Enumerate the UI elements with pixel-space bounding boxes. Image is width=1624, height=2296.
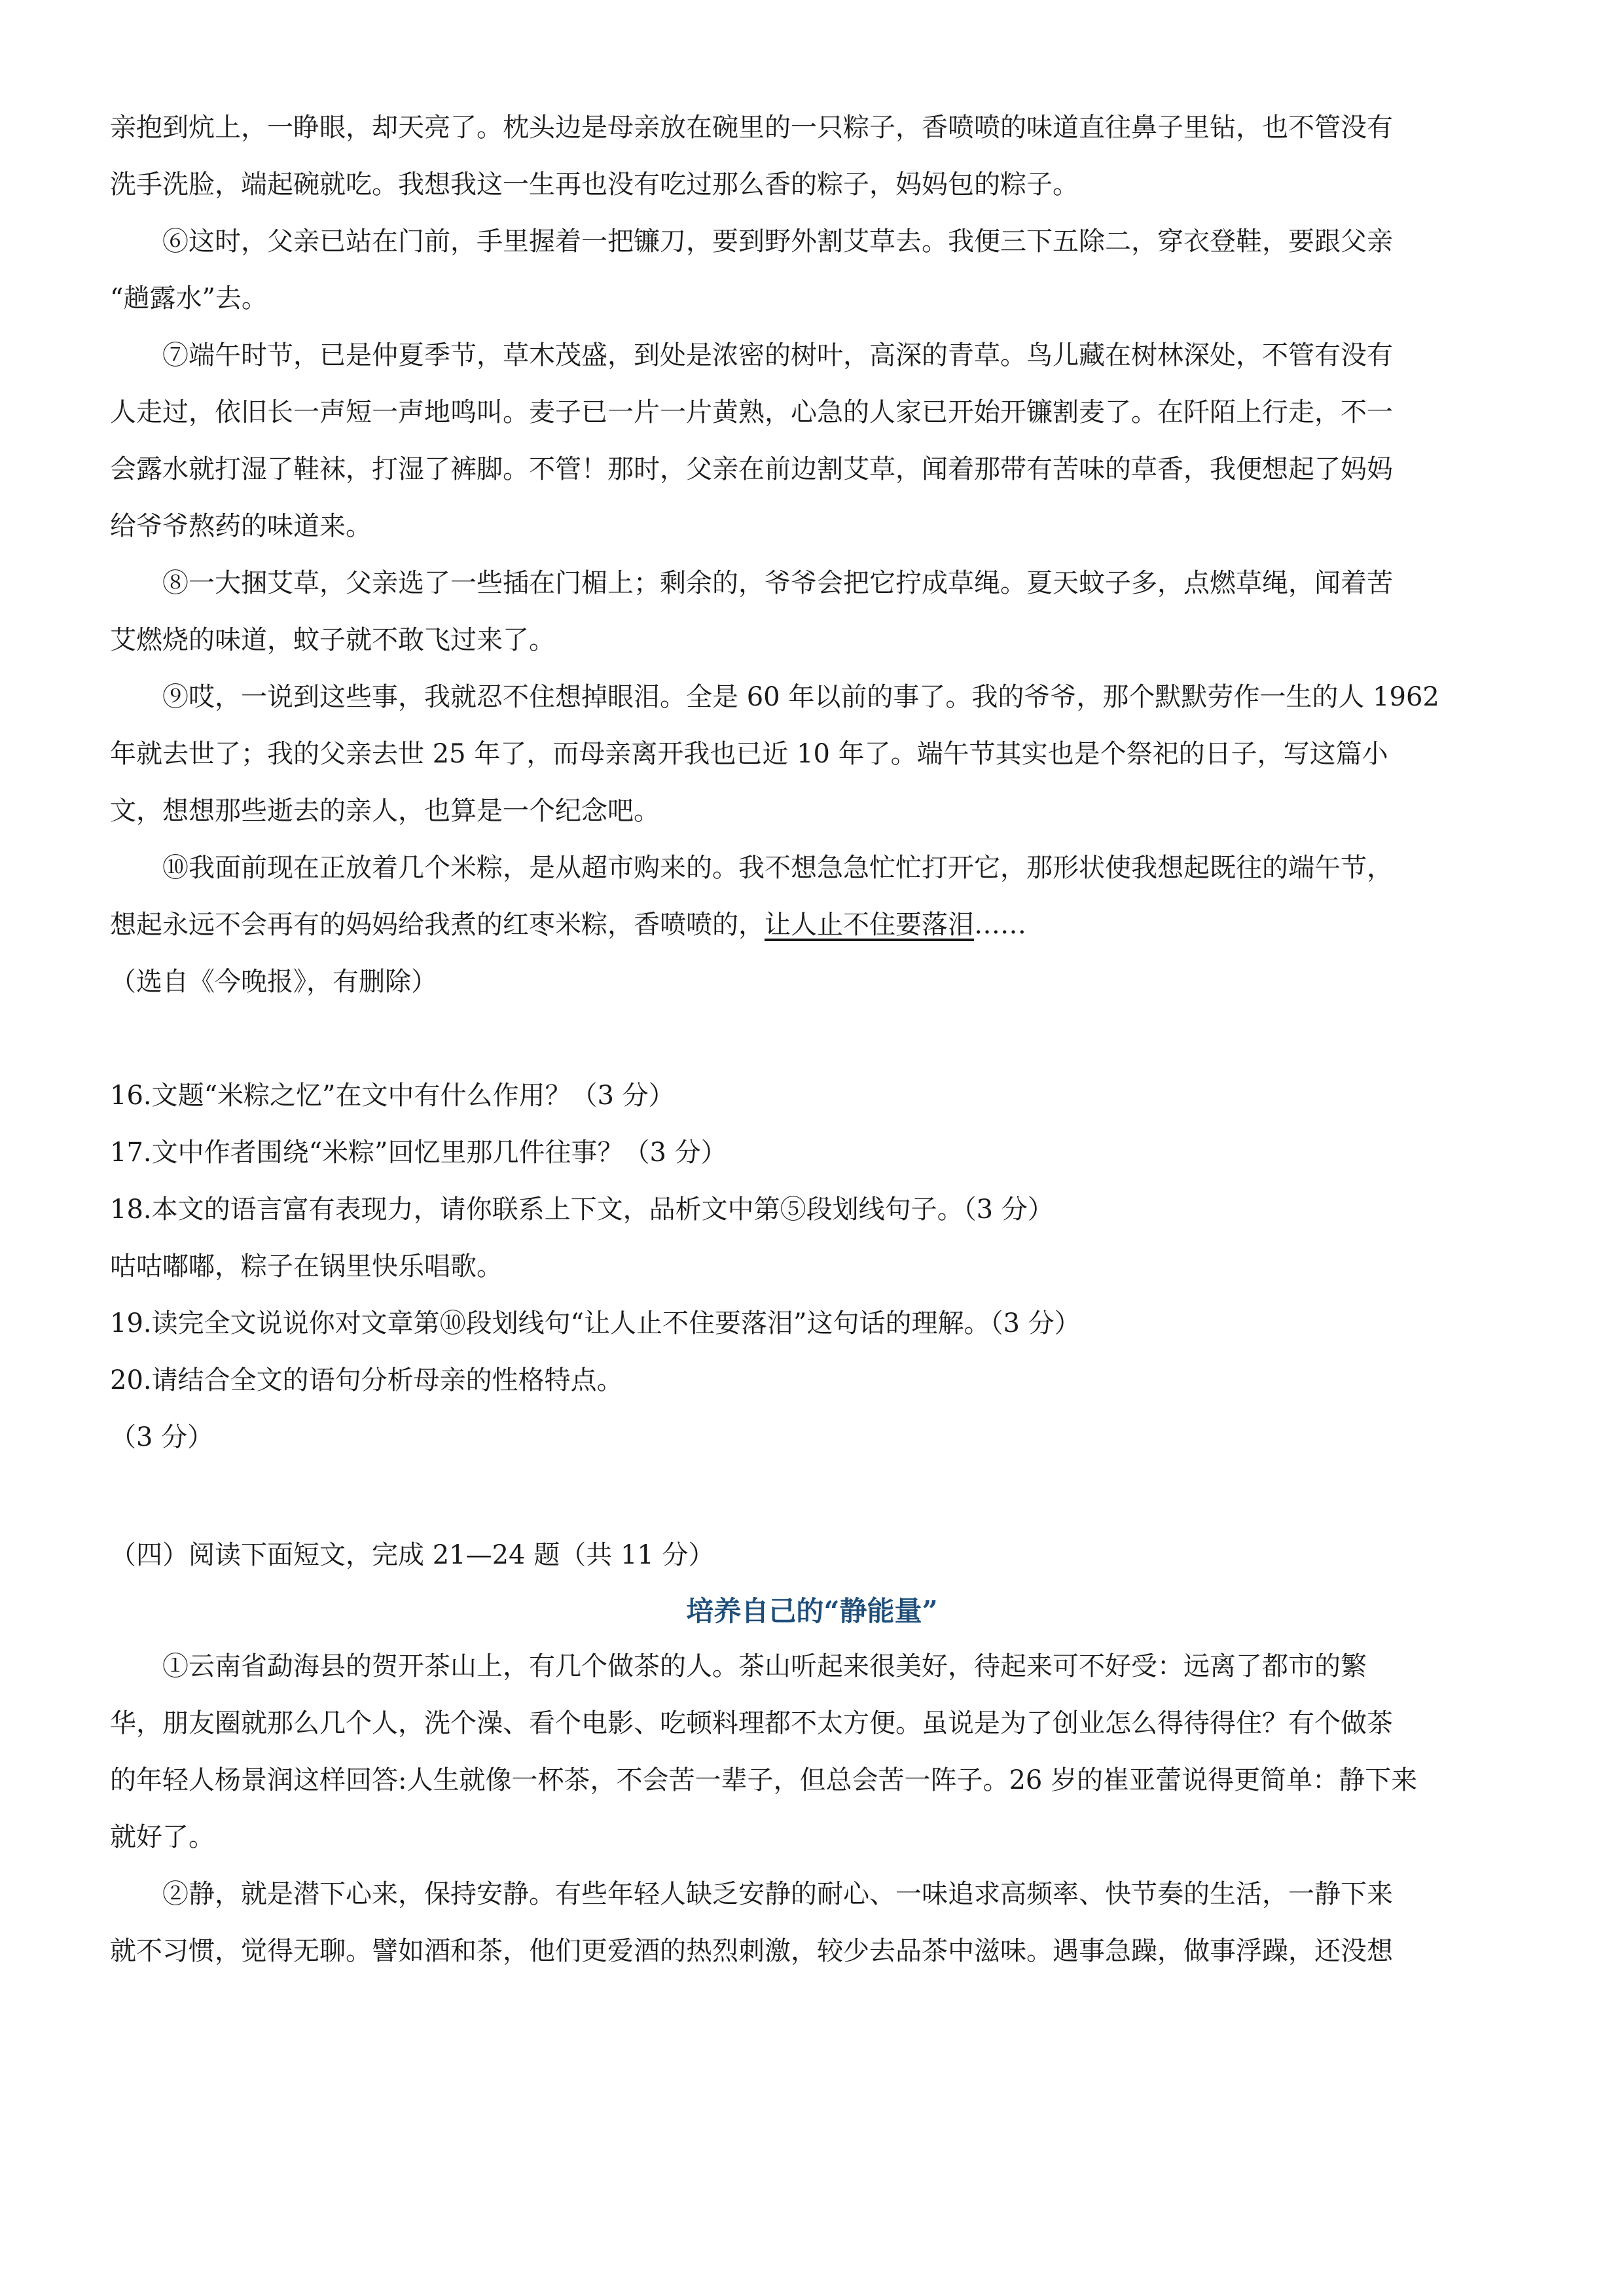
article-paragraph-1 [110, 1638, 1537, 1866]
text-line: ⑦端午时节，已是仲夏季节，草木茂盛，到处是浓密的树叶，高深的青草。鸟儿藏在树林深处，不管有没有 [162, 340, 1393, 370]
story-paragraph-10 [110, 840, 1537, 954]
text-line [110, 897, 1537, 954]
text-line: ⑩我面前现在正放着几个米粽，是从超市购来的。我不想急急忙忙打开它，那形状使我想起既往的端午节， [162, 853, 1393, 883]
text-line: 洗手洗脸，端起碗就吃。我想我这一生再也没有吃过那么香的粽子，妈妈包的粽子。 [110, 170, 1079, 200]
text-segment: 想起永远不会再有的妈妈给我煮的红枣米粽，香喷喷的， [110, 910, 765, 940]
text-line: 会露水就打湿了鞋袜，打湿了裤脚。不管！那时，父亲在前边割艾草，闻着那带有苦味的草香，我便想起了妈妈 [110, 454, 1393, 484]
text-line: ⑥这时，父亲已站在门前，手里握着一把镰刀，要到野外割艾草去。我便三下五除二，穿衣登鞋，要跟父亲 [162, 226, 1393, 257]
article-title: 培养自己的“静能量” [686, 1595, 938, 1627]
question-19: 19.读完全文说说你对文章第⑩段划线句“让人止不住要落泪”这句话的理解。（3 分） [110, 1308, 1081, 1338]
story-paragraph-6 [110, 213, 1537, 327]
text-line: “趟露水”去。 [110, 283, 268, 314]
text-line: ⑧一大捆艾草，父亲选了一些插在门楣上；剩余的，爷爷会把它拧成草绳。夏天蚊子多，点燃草绳，闻着苦 [162, 568, 1393, 598]
story-paragraph-5-tail [110, 99, 1537, 213]
question-18-sentence: 咕咕嘟嘟，粽子在锅里快乐唱歌。 [110, 1251, 503, 1282]
story-paragraph-7 [110, 327, 1537, 555]
text-line: 就不习惯，觉得无聊。譬如酒和茶，他们更爱酒的热烈刺激，较少去品茶中滋味。遇事急躁，做事浮躁，还没想 [110, 1936, 1393, 1966]
text-line: 文，想想那些逝去的亲人，也算是一个纪念吧。 [110, 796, 660, 826]
article-paragraph-2 [110, 1866, 1537, 1980]
text-line: ⑨哎，一说到这些事，我就忍不住想掉眼泪。全是 60 年以前的事了。我的爷爷，那个默默劳作一生的人 1962 [162, 682, 1439, 712]
text-segment: …… [974, 910, 1026, 940]
question-16: 16.文题“米粽之忆”在文中有什么作用？（3 分） [110, 1081, 675, 1111]
underlined-sentence: 让人止不住要落泪 [765, 910, 974, 940]
question-18: 18.本文的语言富有表现力，请你联系上下文，品析文中第⑤段划线句子。（3 分） [110, 1194, 1054, 1225]
text-line: 人走过，依旧长一声短一声地鸣叫。麦子已一片一片黄熟，心急的人家已开始开镰割麦了。在阡陌上行走，不一 [110, 397, 1393, 427]
question-17: 17.文中作者围绕“米粽”回忆里那几件往事？（3 分） [110, 1138, 727, 1168]
text-line: 年就去世了；我的父亲去世 25 年了，而母亲离开我也已近 10 年了。端午节其实也是个祭祀的日子，写这篇小 [110, 739, 1388, 769]
text-line: 华，朋友圈就那么几个人，洗个澡、看个电影、吃顿料理都不太方便。虽说是为了创业怎么得待得住？有个做茶 [110, 1708, 1393, 1738]
text-line: 亲抱到炕上，一睁眼，却天亮了。枕头边是母亲放在碗里的一只粽子，香喷喷的味道直往鼻子里钻，也不管没有 [110, 113, 1393, 143]
text-line: ②静，就是潜下心来，保持安静。有些年轻人缺乏安静的耐心、一味追求高频率、快节奏的生活，一静下来 [162, 1879, 1393, 1909]
story-paragraph-8 [110, 555, 1537, 669]
text-line: 的年轻人杨景润这样回答:人生就像一杯茶，不会苦一辈子，但总会苦一阵子。26 岁的崔亚蕾说得更简单：静下来 [110, 1765, 1418, 1795]
story-paragraph-9 [110, 669, 1537, 840]
question-20: 20.请结合全文的语句分析母亲的性格特点。 [110, 1365, 623, 1395]
question-20-score: （3 分） [110, 1422, 214, 1452]
text-line: 就好了。 [110, 1822, 215, 1852]
text-line: 艾燃烧的味道，蚊子就不敢飞过来了。 [110, 625, 555, 655]
section-4-instruction: （四）阅读下面短文，完成 21—24 题（共 11 分） [110, 1540, 715, 1570]
story-source: （选自《今晚报》，有删除） [110, 967, 437, 997]
text-line: ①云南省勐海县的贺开茶山上，有几个做茶的人。茶山听起来很美好，待起来可不好受：远离了都市的繁 [162, 1651, 1367, 1681]
text-line: 给爷爷熬药的味道来。 [110, 511, 372, 541]
